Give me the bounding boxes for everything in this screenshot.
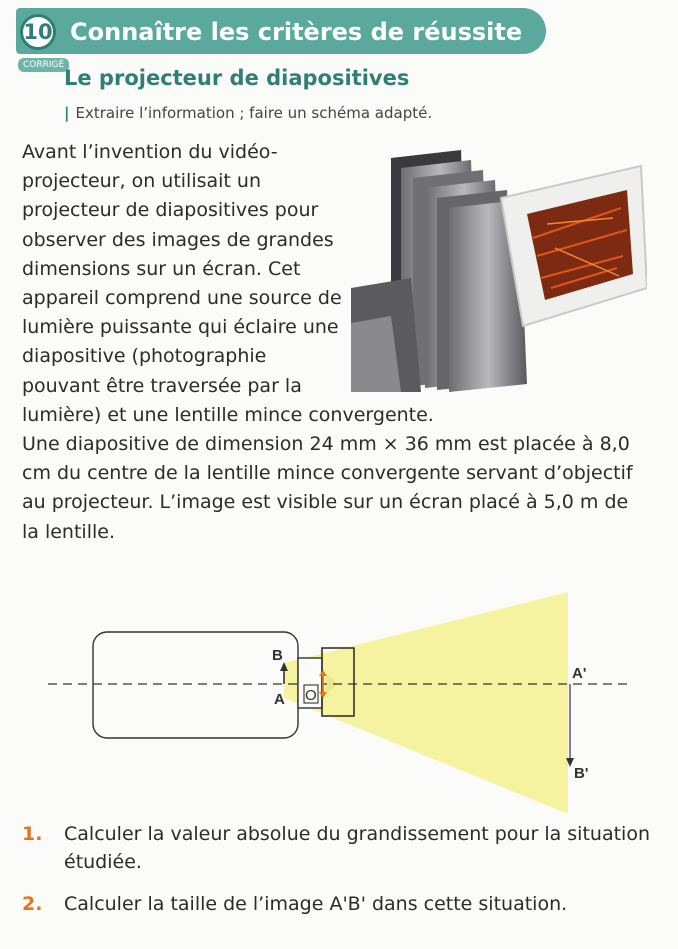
question-1-number: 1. <box>22 823 43 845</box>
projector-body <box>93 632 298 738</box>
question-2-text: Calculer la taille de l’image A'B' dans cette situation. <box>64 893 568 915</box>
task-line <box>64 104 432 122</box>
question-2 <box>22 890 662 918</box>
task-bar: | <box>64 104 70 122</box>
paragraph-1: Avant l’invention du vidéo-projecteur, on utilisait un projecteur de diapositives pour observer des images de grandes dimensions sur un écran. Cet appareil comprend une source de lumière puissante qui éclaire une diapositive (photographie pouvant être traversée par la lumière) et une lentille mince convergente. <box>22 141 434 426</box>
label-b: B <box>272 647 283 664</box>
label-b-prime: B' <box>574 765 589 782</box>
section-subtitle: Le projecteur de diapositives <box>64 66 410 90</box>
slide-frame <box>501 166 647 326</box>
question-2-number: 2. <box>22 893 43 915</box>
question-1-text: Calculer la valeur absolue du grandissement pour la situation étudiée. <box>64 823 650 873</box>
slide-stack <box>351 150 527 392</box>
exercise-title: Connaître les critères de réussite <box>70 18 523 46</box>
corrige-badge[interactable]: CORRIGÉ <box>18 58 69 72</box>
label-o: O <box>305 687 317 704</box>
paragraph-2: Une diapositive de dimension 24 mm × 36 mm est placée à 8,0 cm du centre de la lentille mince convergente servant d’objectif au projecteur. L’image est visible sur un écran placé à 5,0 m de la lentille. <box>22 433 633 543</box>
exercise-number: 10 <box>20 14 56 50</box>
label-a-prime: A' <box>572 665 587 682</box>
questions <box>22 820 662 932</box>
question-1 <box>22 820 662 876</box>
label-a: A <box>274 691 285 708</box>
light-beam <box>284 592 568 814</box>
projector-diagram <box>0 592 678 814</box>
task-text: Extraire l’information ; faire un schéma adapté. <box>75 104 433 122</box>
slide-rack-photo <box>351 138 647 392</box>
body-text <box>22 138 647 547</box>
